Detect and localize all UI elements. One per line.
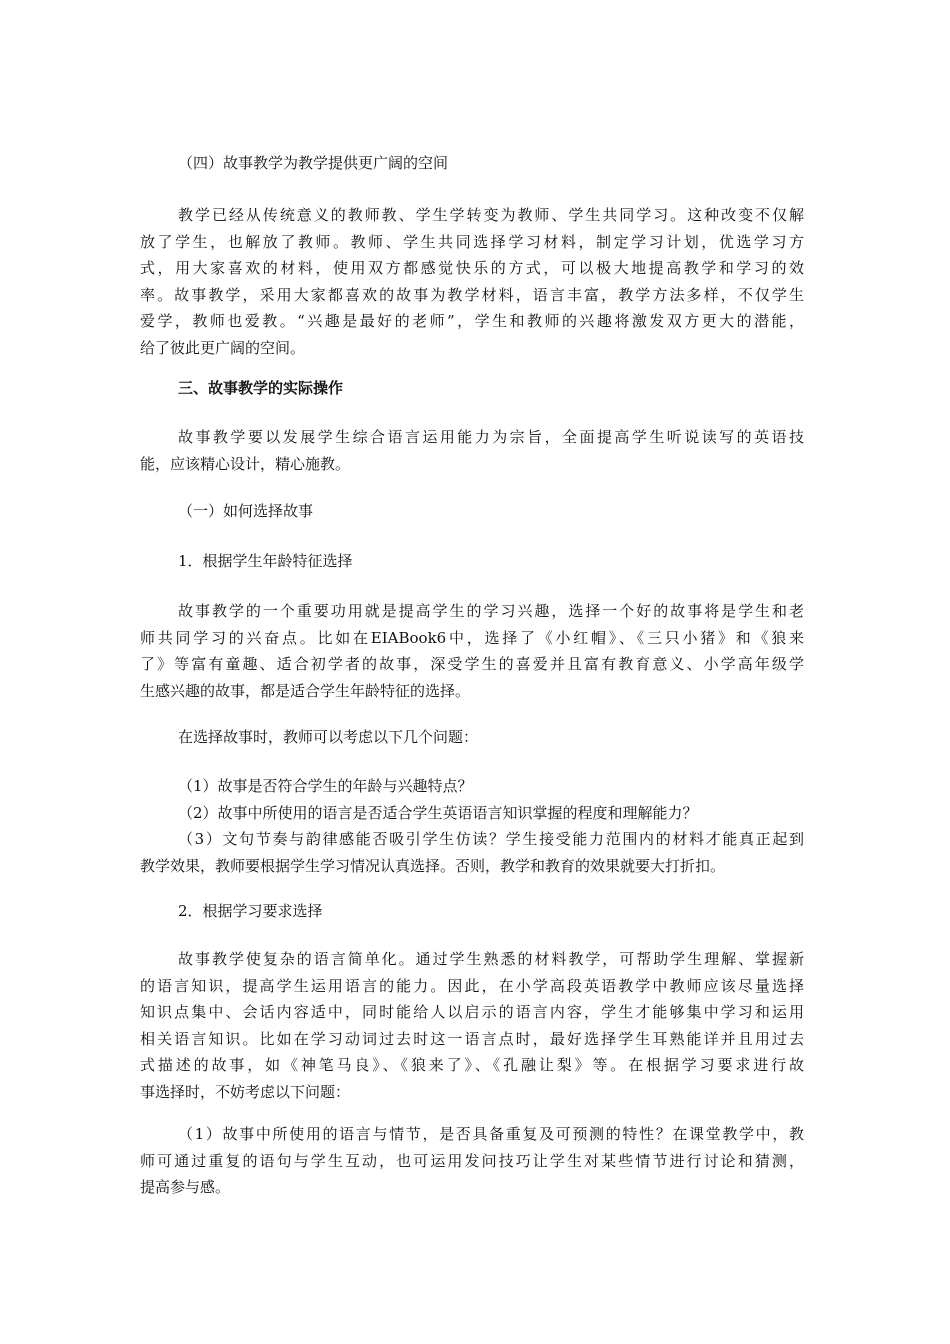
subsection-one-title (178, 498, 808, 525)
item-2-title (178, 898, 808, 925)
paragraph-3 (140, 598, 804, 704)
paragraph-3-line: 生感兴趣的故事，都是适合学生年龄特征的选择。 (140, 681, 471, 700)
paragraph-6-line: 师可通过重复的语句与学生互动，也可运用发问技巧让学生对某些情节进行讨论和猜测， (140, 1151, 804, 1170)
paragraph-4-text: 在选择故事时，教师可以考虑以下几个问题： (178, 728, 479, 746)
paragraph-3-line: 了》等富有童趣、适合初学者的故事，深受学生的喜爱并且富有教育意义、小学高年级学 (140, 655, 804, 674)
paragraph-3-line: 师共同学习的兴奋点。比如在EIABook6中，选择了《小红帽》、《三只小猪》和《狼来 (140, 628, 804, 647)
paragraph-5-line: 的语言知识，提高学生运用语言的能力。因此，在小学高段英语教学中教师应该尽量选择 (140, 976, 804, 995)
paragraph-1-line: 给了彼此更广阔的空间。 (140, 338, 306, 357)
paragraph-5-line: 知识点集中、会话内容适中，同时能给人以启示的语言内容，学生才能够集中学习和运用 (140, 1003, 804, 1022)
paragraph-2 (140, 424, 804, 477)
subsection-one-title-text: （一）如何选择故事 (178, 502, 314, 520)
item-1-title (178, 548, 808, 575)
section-three-heading-text: 三、故事教学的实际操作 (178, 379, 344, 397)
paragraph-2-line: 能，应该精心设计，精心施教。 (140, 454, 351, 473)
paragraph-6-line: （1）故事中所使用的语言与情节，是否具备重复及可预测的特性？在课堂教学中，教 (178, 1125, 804, 1143)
paragraph-5-line: 故事教学使复杂的语言简单化。通过学生熟悉的材料教学，可帮助学生理解、掌握新 (178, 950, 804, 968)
paragraph-6-line: 提高参与感。 (140, 1178, 231, 1197)
paragraph-1 (140, 202, 804, 362)
paragraph-1-line: 教学已经从传统意义的教师教、学生学转变为教师、学生共同学习。这种改变不仅解 (178, 206, 804, 224)
paragraph-1-line: 放了学生，也解放了教师。教师、学生共同选择学习材料，制定学习计划，优选学习方 (140, 232, 804, 251)
paragraph-1-line: 率。故事教学，采用大家都喜欢的故事为教学材料，语言丰富，教学方法多样，不仅学生 (140, 285, 804, 304)
paragraph-4 (178, 724, 808, 751)
item-2-title-text: 2．根据学习要求选择 (178, 902, 323, 920)
question-item: 教学效果，教师要根据学生学习情况认真选择。否则，教学和教育的效果就要大打折扣。 (140, 856, 726, 875)
item-1-title-text: 1．根据学生年龄特征选择 (178, 552, 353, 570)
paragraph-2-line: 故事教学要以发展学生综合语言运用能力为宗旨，全面提高学生听说读写的英语技 (178, 428, 804, 446)
paragraph-6 (140, 1121, 804, 1201)
paragraph-5-line: 相关语言知识。比如在学习动词过去时这一语言点时，最好选择学生耳熟能详并且用过去 (140, 1029, 804, 1048)
paragraph-1-line: 式，用大家喜欢的材料，使用双方都感觉快乐的方式，可以极大地提高教学和学习的效 (140, 259, 804, 278)
paragraph-5-line: 事选择时，不妨考虑以下问题： (140, 1082, 351, 1101)
section-four-title (178, 150, 808, 177)
paragraph-5 (140, 946, 804, 1106)
question-list (140, 773, 804, 879)
paragraph-3-line: 故事教学的一个重要功用就是提高学生的学习兴趣，选择一个好的故事将是学生和老 (178, 602, 804, 620)
paragraph-5-line: 式描述的故事，如《神笔马良》、《狼来了》、《孔融让梨》等。在根据学习要求进行故 (140, 1056, 804, 1075)
question-item: （3）文句节奏与韵律感能否吸引学生仿读？学生接受能力范围内的材料才能真正起到 (178, 830, 804, 849)
section-four-title-text: （四）故事教学为教学提供更广阔的空间 (178, 154, 449, 172)
section-three-heading (178, 375, 808, 402)
question-item: （2）故事中所使用的语言是否适合学生英语语言知识掌握的程度和理解能力？ (178, 803, 698, 822)
question-item: （1）故事是否符合学生的年龄与兴趣特点？ (178, 777, 473, 795)
paragraph-1-line: 爱学，教师也爱教。“兴趣是最好的老师”，学生和教师的兴趣将激发双方更大的潜能， (140, 312, 804, 331)
